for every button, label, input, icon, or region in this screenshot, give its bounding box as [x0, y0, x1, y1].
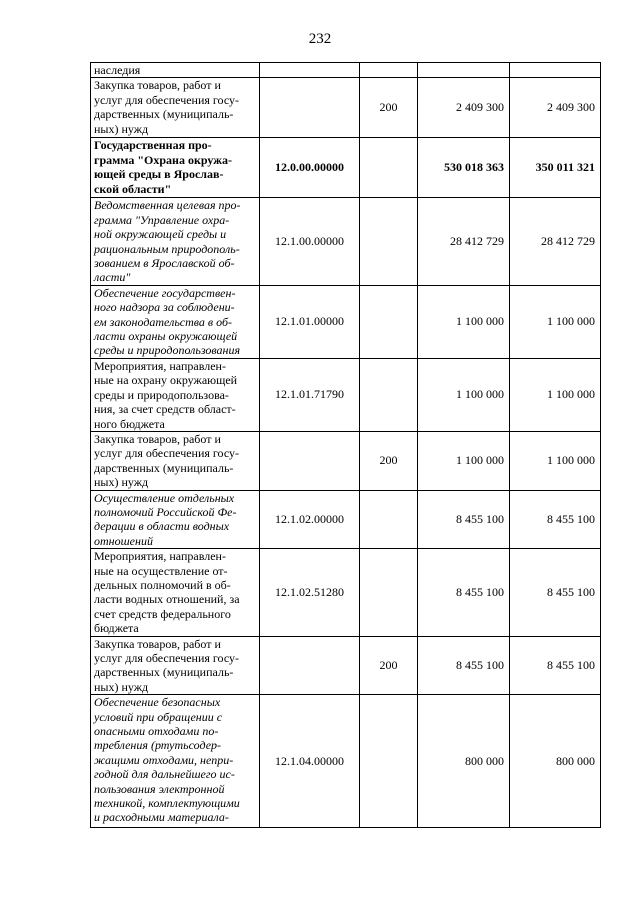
row-name-line: услуг для обеспечения госу- — [94, 651, 240, 665]
table-row — [91, 695, 601, 828]
row-code: 12.1.00.00000 — [260, 198, 360, 285]
row-name-line: бюджета — [94, 621, 139, 636]
row-name-line: ласти охраны окружающей — [94, 329, 238, 344]
row-name-line: Ведомственная целевая про- — [94, 198, 241, 213]
table-row — [91, 431, 601, 490]
row-expense-type — [360, 138, 418, 198]
row-name-line: ющей среды в Ярослав- — [94, 167, 224, 182]
row-name-line: рациональным природополь- — [94, 241, 240, 256]
row-name-line: ласти водных отношений, за — [94, 592, 240, 607]
row-name-line: среды и природопользования — [94, 343, 241, 358]
table-row — [91, 78, 601, 138]
row-name-line: опасными отходами по- — [94, 724, 219, 739]
row-code — [260, 78, 360, 138]
row-name-line: ской области" — [94, 181, 172, 196]
row-amount-1 — [418, 63, 510, 78]
row-amount-2: 1 100 000 — [510, 358, 601, 431]
row-amount-2 — [510, 63, 601, 78]
row-name-line: полномочий Российской Фе- — [94, 504, 237, 519]
row-code — [260, 431, 360, 490]
row-name-line: Обеспечение государствен- — [94, 285, 236, 300]
row-amount-1: 8 455 100 — [418, 549, 510, 636]
row-name-line: годной для дальнейшего ис- — [94, 767, 235, 782]
row-name — [91, 431, 260, 490]
row-name-line: ных) нужд — [94, 475, 149, 490]
row-name-line: и расходными материала- — [94, 810, 229, 825]
row-name-line: ния, за счет средств област- — [94, 402, 236, 417]
row-name-line: Закупка товаров, работ и — [94, 78, 221, 93]
table-row — [91, 198, 601, 285]
row-name-line: пользования электронной — [94, 781, 225, 796]
row-name — [91, 636, 260, 695]
budget-table — [90, 62, 601, 828]
row-amount-1: 1 100 000 — [418, 358, 510, 431]
table-row — [91, 285, 601, 358]
row-expense-type: 200 — [360, 431, 418, 490]
row-name-line: грамма "Управление охра- — [94, 212, 230, 227]
row-expense-type — [360, 198, 418, 285]
row-name-line: ного надзора за соблюдени- — [94, 300, 235, 315]
row-name-line: дерации в области водных — [94, 519, 230, 534]
budget-table-body — [91, 63, 601, 828]
row-amount-2: 8 455 100 — [510, 636, 601, 695]
table-row — [91, 63, 601, 78]
row-name-line: условий при обращении с — [94, 709, 223, 724]
row-amount-1: 530 018 363 — [418, 138, 510, 198]
row-name-line: Государственная про- — [94, 138, 212, 153]
row-name-line: дарственных (муниципаль- — [94, 460, 234, 475]
row-name-line: Обеспечение безопасных — [94, 695, 221, 710]
row-amount-2: 1 100 000 — [510, 285, 601, 358]
row-amount-2: 350 011 321 — [510, 138, 601, 198]
row-name-line: ем законодательства в об- — [94, 314, 232, 329]
row-amount-2: 28 412 729 — [510, 198, 601, 285]
table-row — [91, 490, 601, 549]
row-name-line: Закупка товаров, работ и — [94, 431, 221, 446]
row-name-line: требления (ртутьсодер- — [94, 738, 222, 753]
row-amount-1: 8 455 100 — [418, 490, 510, 549]
row-amount-1: 1 100 000 — [418, 431, 510, 490]
row-name-line: счет средств федерального — [94, 606, 231, 621]
row-name-line: Осуществление отдельных — [94, 490, 235, 505]
row-amount-1: 28 412 729 — [418, 198, 510, 285]
row-name-line: наследия — [94, 63, 141, 77]
row-name-line: ного бюджета — [94, 416, 165, 431]
row-expense-type — [360, 549, 418, 636]
row-name-line: зованием в Ярославской об- — [94, 256, 235, 271]
row-name — [91, 695, 260, 828]
row-name — [91, 198, 260, 285]
row-code: 12.1.02.51280 — [260, 549, 360, 636]
row-code: 12.1.01.00000 — [260, 285, 360, 358]
row-name-line: услуг для обеспечения госу- — [94, 92, 240, 107]
row-name-line: жащими отходами, непри- — [94, 752, 234, 767]
row-amount-2: 8 455 100 — [510, 549, 601, 636]
row-expense-type — [360, 695, 418, 828]
row-expense-type — [360, 490, 418, 549]
row-amount-2: 800 000 — [510, 695, 601, 828]
row-amount-2: 1 100 000 — [510, 431, 601, 490]
row-name-line: ласти" — [94, 270, 131, 285]
row-amount-1: 2 409 300 — [418, 78, 510, 138]
page-number: 232 — [308, 31, 332, 47]
row-name-line: Мероприятия, направлен- — [94, 358, 226, 373]
table-row — [91, 358, 601, 431]
row-name-line: Закупка товаров, работ и — [94, 636, 221, 651]
row-name-line: дарственных (муниципаль- — [94, 665, 234, 680]
row-amount-2: 8 455 100 — [510, 490, 601, 549]
row-expense-type: 200 — [360, 636, 418, 695]
row-name-line: ных) нужд — [94, 679, 149, 694]
row-amount-1: 800 000 — [418, 695, 510, 828]
row-name — [91, 285, 260, 358]
row-name-line: отношений — [94, 533, 153, 548]
row-code: 12.1.02.00000 — [260, 490, 360, 549]
row-amount-1: 1 100 000 — [418, 285, 510, 358]
row-amount-1: 8 455 100 — [418, 636, 510, 695]
row-name-line: ных) нужд — [94, 121, 149, 136]
table-row — [91, 138, 601, 198]
table-row — [91, 549, 601, 636]
row-name — [91, 78, 260, 138]
row-name-line: ные на осуществление от- — [94, 563, 228, 578]
row-expense-type — [360, 285, 418, 358]
row-name-line: ные на охрану окружающей — [94, 373, 238, 388]
row-name-line: ной окружающей среды и — [94, 227, 227, 242]
table-row — [91, 636, 601, 695]
row-name-line: услуг для обеспечения госу- — [94, 446, 240, 461]
row-name — [91, 490, 260, 549]
row-name — [91, 549, 260, 636]
row-code — [260, 63, 360, 78]
row-expense-type — [360, 358, 418, 431]
row-name-line: грамма "Охрана окружа- — [94, 152, 232, 167]
row-code: 12.1.01.71790 — [260, 358, 360, 431]
row-name — [91, 358, 260, 431]
row-name-line: дельных полномочий в об- — [94, 577, 231, 592]
row-name-line: среды и природопользова- — [94, 387, 229, 402]
row-code — [260, 636, 360, 695]
row-amount-2: 2 409 300 — [510, 78, 601, 138]
row-name-line: Мероприятия, направлен- — [94, 549, 226, 564]
row-expense-type — [360, 63, 418, 78]
row-code: 12.0.00.00000 — [260, 138, 360, 198]
row-name-line: техникой, комплектующими — [94, 796, 240, 811]
row-code: 12.1.04.00000 — [260, 695, 360, 828]
row-name — [91, 138, 260, 198]
row-name — [91, 63, 260, 78]
row-name-line: дарственных (муниципаль- — [94, 107, 234, 122]
row-expense-type: 200 — [360, 78, 418, 138]
